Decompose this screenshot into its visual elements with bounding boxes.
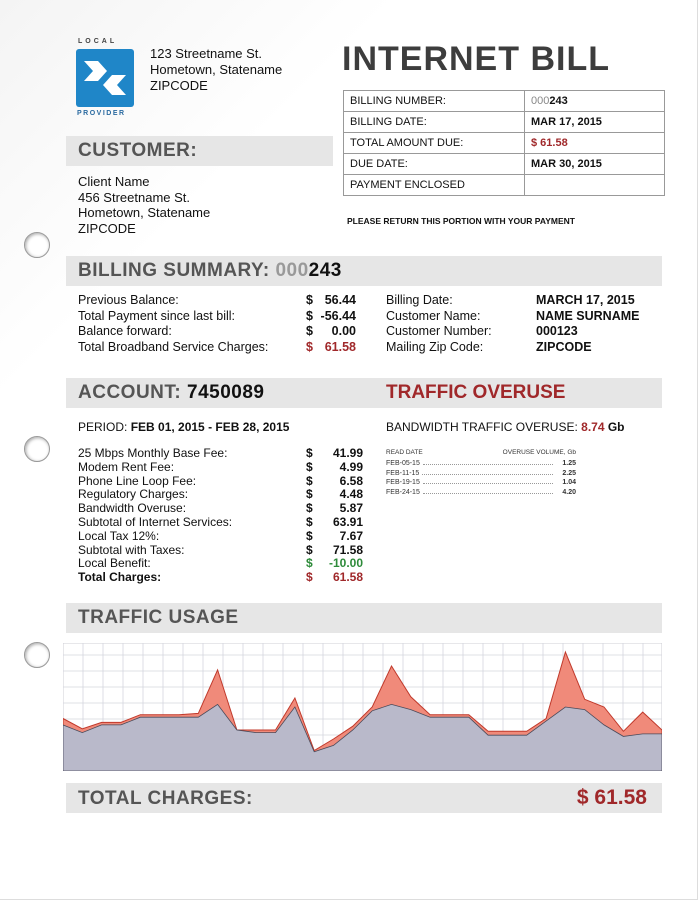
charge-value: 63.91 bbox=[332, 514, 363, 529]
overuse-leader bbox=[423, 464, 553, 465]
remit-label: BILLING DATE: bbox=[344, 112, 525, 133]
logo-arrows-icon bbox=[76, 49, 134, 107]
summary-info-value: MARCH 17, 2015 bbox=[536, 293, 635, 307]
sender-address bbox=[150, 46, 282, 94]
remit-label: TOTAL AMOUNT DUE: bbox=[344, 133, 525, 154]
charge-row bbox=[78, 557, 368, 571]
charge-row bbox=[78, 461, 368, 475]
summary-left bbox=[78, 293, 368, 355]
customer-heading: CUSTOMER: bbox=[78, 140, 198, 161]
customer-line: Hometown, Statename bbox=[78, 205, 211, 220]
overuse-value: 2.25 bbox=[562, 469, 576, 477]
charge-currency: $ bbox=[306, 473, 313, 488]
charge-label: Subtotal with Taxes: bbox=[78, 542, 185, 557]
summary-right bbox=[386, 293, 666, 355]
summary-info-value: 000123 bbox=[536, 324, 578, 338]
charge-row bbox=[78, 530, 368, 544]
overuse-date: FEB-11-15 bbox=[386, 469, 420, 477]
overuse-date: FEB-05-15 bbox=[386, 460, 420, 467]
remit-label: PAYMENT ENCLOSED bbox=[344, 175, 525, 196]
summary-value: 56.44 bbox=[324, 293, 356, 307]
summary-info-row bbox=[386, 293, 666, 309]
remit-row bbox=[344, 91, 665, 112]
charge-label: Bandwidth Overuse: bbox=[78, 501, 187, 516]
traffic-usage-heading: TRAFFIC USAGE bbox=[78, 607, 239, 628]
charge-label: Local Benefit: bbox=[78, 556, 151, 571]
logo-bottom-text: PROVIDER bbox=[77, 110, 126, 117]
overuse-col-date: READ DATE bbox=[386, 449, 423, 456]
binder-hole bbox=[24, 232, 50, 258]
charge-row bbox=[78, 502, 368, 516]
total-charges-label: TOTAL CHARGES: bbox=[78, 788, 253, 809]
bandwidth-value: 8.74 bbox=[581, 420, 605, 434]
charge-value: 4.48 bbox=[339, 487, 363, 502]
sender-line: 123 Streetname St. bbox=[150, 46, 263, 61]
binder-hole bbox=[24, 642, 50, 668]
remit-value: MAR 30, 2015 bbox=[525, 154, 665, 175]
charge-row bbox=[78, 516, 368, 530]
document-title: INTERNET BILL bbox=[342, 40, 610, 78]
overuse-leader bbox=[422, 474, 553, 475]
summary-value: 0.00 bbox=[331, 324, 356, 338]
sender-line: Hometown, Statename bbox=[150, 62, 283, 77]
remit-row bbox=[344, 154, 665, 175]
charge-value: 6.58 bbox=[339, 473, 363, 488]
billing-number: 243 bbox=[549, 95, 568, 107]
overuse-table bbox=[386, 449, 576, 498]
overuse-row bbox=[386, 489, 576, 499]
remit-value: $ 61.58 bbox=[525, 133, 665, 154]
overuse-value: 1.25 bbox=[562, 460, 576, 467]
overuse-row bbox=[386, 460, 576, 470]
customer-line: ZIPCODE bbox=[78, 220, 136, 236]
overuse-date: FEB-24-15 bbox=[386, 488, 420, 496]
traffic-overuse-heading: TRAFFIC OVERUSE bbox=[386, 382, 566, 403]
charge-label: Phone Line Loop Fee: bbox=[78, 473, 197, 488]
remit-value: MAR 17, 2015 bbox=[525, 112, 665, 133]
summary-info-label: Customer Name: bbox=[386, 308, 481, 323]
overuse-row bbox=[386, 479, 576, 489]
bandwidth-unit: Gb bbox=[607, 420, 625, 434]
charge-label: 25 Mbps Monthly Base Fee: bbox=[78, 446, 228, 460]
remit-row bbox=[344, 133, 665, 154]
billing-summary-label: BILLING SUMMARY: bbox=[78, 260, 270, 281]
summary-row bbox=[78, 309, 368, 325]
account-label: ACCOUNT: bbox=[78, 382, 182, 403]
charge-value: 4.99 bbox=[339, 459, 363, 474]
charge-currency: $ bbox=[306, 487, 313, 502]
overuse-rows bbox=[386, 460, 576, 498]
billing-summary-number-prefix: 000 bbox=[275, 260, 309, 281]
overuse-date: FEB-19-15 bbox=[386, 479, 420, 486]
charge-value: 7.67 bbox=[339, 528, 363, 543]
charge-label: Subtotal of Internet Services: bbox=[78, 514, 233, 529]
summary-info-row bbox=[386, 340, 666, 356]
charge-row bbox=[78, 475, 368, 489]
charge-row bbox=[78, 488, 368, 502]
charge-currency: $ bbox=[306, 501, 313, 516]
summary-currency: $ bbox=[306, 324, 313, 338]
bandwidth-overuse bbox=[386, 420, 625, 434]
overuse-value: 1.04 bbox=[562, 479, 576, 486]
account-heading bbox=[78, 382, 264, 404]
charge-currency: $ bbox=[306, 542, 313, 557]
summary-label: Total Payment since last bill: bbox=[78, 308, 236, 323]
remit-row bbox=[344, 112, 665, 133]
overuse-row bbox=[386, 470, 576, 480]
summary-info-row bbox=[386, 324, 666, 340]
summary-row bbox=[78, 324, 368, 340]
remit-label: DUE DATE: bbox=[344, 154, 525, 175]
period bbox=[78, 420, 289, 434]
traffic-usage-chart bbox=[63, 643, 662, 771]
remit-note: PLEASE RETURN THIS PORTION WITH YOUR PAYMENT bbox=[347, 216, 575, 226]
charge-row bbox=[78, 544, 368, 558]
charge-currency: $ bbox=[306, 514, 313, 529]
charge-label: Total Charges: bbox=[78, 570, 162, 585]
charge-row bbox=[78, 571, 368, 585]
summary-row bbox=[78, 293, 368, 309]
charge-currency: $ bbox=[306, 528, 313, 543]
period-label: PERIOD: bbox=[78, 420, 128, 434]
summary-label: Balance forward: bbox=[78, 324, 172, 338]
overuse-leader bbox=[423, 483, 553, 484]
summary-currency: $ bbox=[306, 293, 313, 307]
summary-info-label: Customer Number: bbox=[386, 324, 492, 338]
customer-line: Client Name bbox=[78, 174, 150, 189]
summary-info-value: NAME SURNAME bbox=[536, 308, 640, 323]
charge-row bbox=[78, 447, 368, 461]
billing-summary-heading bbox=[78, 260, 342, 282]
summary-info-label: Mailing Zip Code: bbox=[386, 339, 484, 354]
account-number: 7450089 bbox=[187, 382, 265, 403]
charge-label: Local Tax 12%: bbox=[78, 528, 160, 543]
charge-value: 71.58 bbox=[332, 542, 363, 557]
summary-value: -56.44 bbox=[320, 308, 356, 323]
summary-label: Total Broadband Service Charges: bbox=[78, 339, 269, 354]
charge-label: Regulatory Charges: bbox=[78, 487, 189, 502]
charge-label: Modem Rent Fee: bbox=[78, 459, 175, 474]
overuse-leader bbox=[423, 493, 553, 494]
summary-label: Previous Balance: bbox=[78, 293, 179, 307]
payment-enclosed-field[interactable] bbox=[525, 175, 665, 196]
logo-top-text: LOCAL bbox=[78, 38, 118, 45]
customer-address bbox=[78, 174, 210, 236]
binder-hole bbox=[24, 436, 50, 462]
summary-currency: $ bbox=[306, 308, 313, 323]
summary-value: 61.58 bbox=[324, 339, 356, 354]
overuse-col-volume: OVERUSE VOLUME, Gb bbox=[502, 449, 576, 456]
sender-line: ZIPCODE bbox=[150, 78, 208, 93]
remit-value bbox=[525, 91, 665, 112]
charge-value: 41.99 bbox=[332, 446, 363, 460]
billing-summary-number: 243 bbox=[308, 260, 342, 281]
charge-currency: $ bbox=[306, 446, 313, 460]
charge-value: 5.87 bbox=[339, 501, 363, 516]
summary-row bbox=[78, 340, 368, 356]
summary-info-row bbox=[386, 309, 666, 325]
charge-value: -10.00 bbox=[328, 556, 363, 571]
charge-currency: $ bbox=[306, 459, 313, 474]
remit-table bbox=[343, 90, 665, 196]
customer-line: 456 Streetname St. bbox=[78, 189, 191, 205]
period-value: FEB 01, 2015 - FEB 28, 2015 bbox=[130, 420, 290, 434]
remit-label: BILLING NUMBER: bbox=[344, 91, 525, 112]
bandwidth-label: BANDWIDTH TRAFFIC OVERUSE: bbox=[386, 420, 578, 434]
charge-currency: $ bbox=[306, 570, 313, 585]
billing-number-prefix: 000 bbox=[531, 95, 550, 107]
charge-currency: $ bbox=[306, 556, 313, 571]
charges-list bbox=[78, 447, 368, 585]
total-charges-value: $ 61.58 bbox=[576, 786, 647, 809]
summary-info-value: ZIPCODE bbox=[536, 339, 592, 354]
summary-info-label: Billing Date: bbox=[386, 293, 453, 307]
overuse-header bbox=[386, 449, 576, 456]
charge-value: 61.58 bbox=[332, 570, 363, 585]
overuse-value: 4.20 bbox=[562, 488, 576, 496]
summary-currency: $ bbox=[306, 339, 313, 354]
remit-row bbox=[344, 175, 665, 196]
